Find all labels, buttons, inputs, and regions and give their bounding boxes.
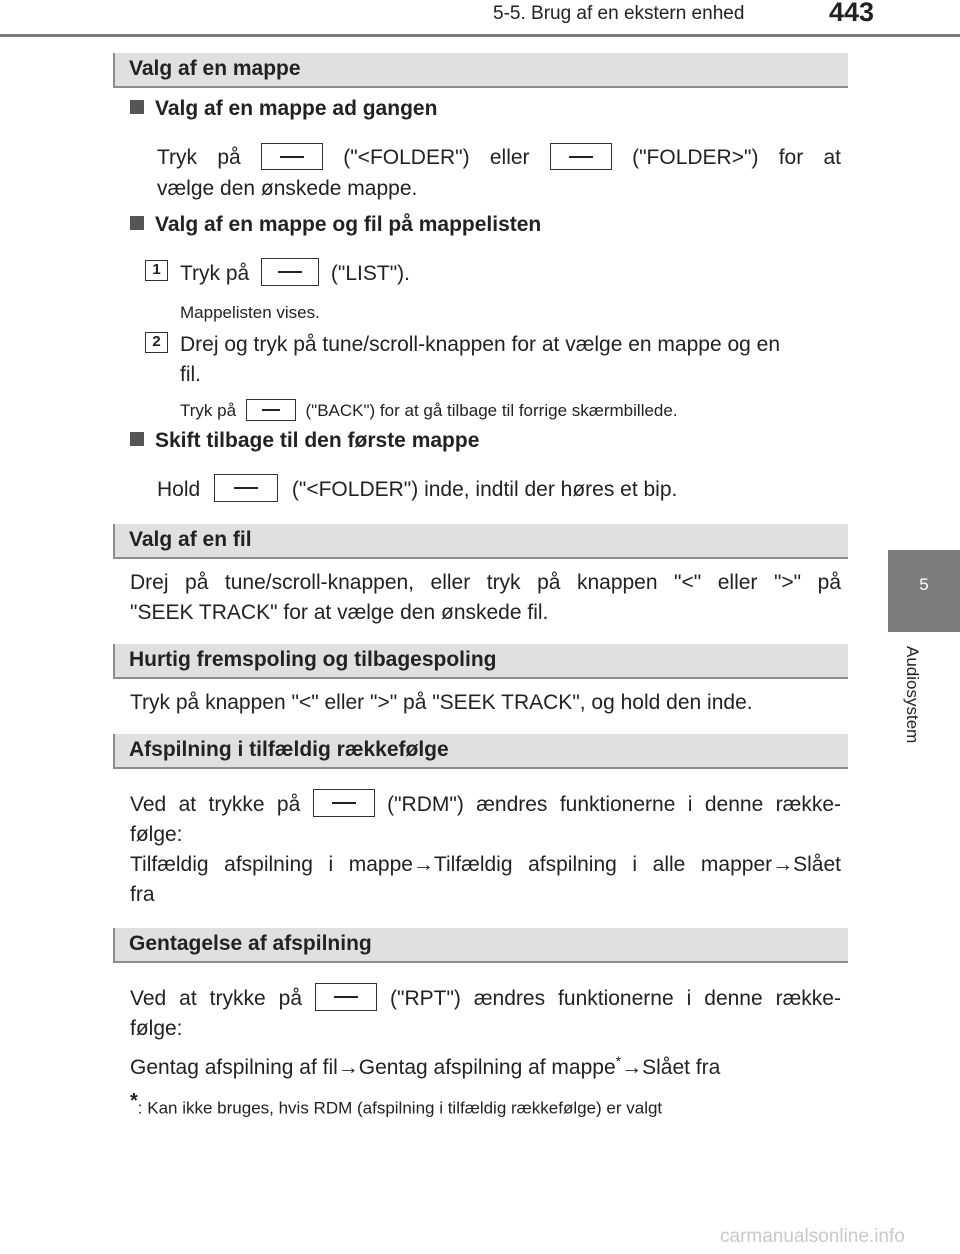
rpt-button-icon (315, 983, 377, 1011)
section-title: Hurtig fremspoling og tilbagespoling (129, 648, 497, 671)
header-rule (0, 34, 960, 37)
section-title: Afspilning i tilfældig rækkefølge (129, 738, 449, 761)
section-title: Valg af en fil (129, 528, 252, 551)
watermark: carmanualsonline.info (720, 1226, 905, 1247)
footnote-asterisk: * (130, 1090, 138, 1112)
header-section-title: 5-5. Brug af en ekstern enhed (493, 3, 745, 24)
text: ("BACK") for at gå tilbage til forrige skærmbillede. (305, 401, 678, 420)
text: ("FOLDER>") for at (632, 146, 841, 169)
section-title: Gentagelse af afspilning (129, 932, 372, 955)
subheading-first-folder (130, 429, 479, 453)
subheading-text: Skift tilbage til den første mappe (155, 429, 480, 452)
page-number: 443 (829, 0, 875, 27)
section-header-folder (113, 53, 848, 88)
text: →Slået fra (621, 1056, 721, 1079)
footnote (130, 1090, 662, 1119)
paragraph-repeat-line-1 (130, 983, 841, 1014)
step-1-note: Mappelisten vises. (180, 303, 320, 322)
text: ("<FOLDER") inde, indtil der høres et bip. (291, 478, 678, 501)
paragraph-random-line-1 (130, 789, 841, 820)
list-button-icon (261, 258, 319, 286)
text: Ved at trykke på (130, 987, 303, 1010)
text: Ved at trykke på (130, 793, 301, 816)
paragraph-file-line-2: "SEEK TRACK" for at vælge den ønskede fil. (130, 601, 549, 624)
text: Tryk på (180, 401, 237, 420)
paragraph-line: vælge den ønskede mappe. (157, 177, 418, 200)
square-bullet-icon (130, 100, 144, 114)
paragraph-fast: Tryk på knappen "<" eller ">" på "SEEK TRACK", og hold den inde. (130, 691, 753, 714)
paragraph-file-line-1: Drej på tune/scroll-knappen, eller tryk på knappen "<" eller ">" på (130, 571, 841, 594)
square-bullet-icon (130, 432, 144, 446)
text: Tryk på (180, 262, 250, 285)
back-button-icon (246, 399, 296, 421)
rdm-button-icon (313, 789, 375, 817)
section-header-file (113, 524, 848, 559)
subheading-folder-list (130, 213, 541, 237)
folder-next-button-icon (550, 143, 612, 170)
text: ("LIST"). (330, 262, 410, 285)
text: ("<FOLDER") eller (343, 146, 530, 169)
section-header-repeat (113, 928, 848, 963)
paragraph-repeat-line-3 (130, 1046, 720, 1083)
section-header-random (113, 734, 848, 769)
footnote-text: : Kan ikke bruges, hvis RDM (afspilning i tilfældig rækkefølge) er valgt (137, 1098, 663, 1118)
chapter-number: 5 (919, 575, 929, 594)
paragraph-random-line-2: følge: (130, 823, 183, 846)
text: ("RDM") ændres funktionerne i denne række- (387, 793, 841, 816)
chapter-label: Audiosystem (903, 646, 922, 744)
paragraph-random-line-4: fra (130, 883, 155, 906)
text: Tryk på (157, 146, 241, 169)
step-2-note (180, 399, 678, 421)
text: Hold (157, 478, 201, 501)
step-1-text (180, 258, 410, 289)
subheading-folder-one-at-a-time (130, 97, 437, 121)
step-number-2: 2 (145, 332, 168, 353)
text: Gentag afspilning af fil→Gentag afspilning af mappe (130, 1056, 616, 1079)
paragraph-folder-buttons (157, 143, 841, 173)
step-2-line-2: fil. (180, 363, 201, 386)
paragraph-random-line-3: Tilfældig afspilning i mappe→Tilfældig afspilning i alle mapper→Slået (130, 853, 841, 876)
subheading-text: Valg af en mappe ad gangen (155, 97, 438, 120)
step-2-line-1: Drej og tryk på tune/scroll-knappen for at vælge en mappe og en (180, 333, 781, 356)
paragraph-repeat-line-2: følge: (130, 1017, 183, 1040)
section-header-fast (113, 644, 848, 679)
section-title: Valg af en mappe (129, 57, 301, 80)
asterisk-mark: * (615, 1053, 622, 1069)
folder-prev-button-icon (214, 474, 278, 502)
folder-prev-button-icon (261, 143, 323, 170)
paragraph-first-folder (157, 474, 677, 505)
square-bullet-icon (130, 216, 144, 230)
step-number-1: 1 (145, 260, 168, 281)
subheading-text: Valg af en mappe og fil på mappelisten (155, 213, 542, 236)
text: ("RPT") ændres funktionerne i denne række- (390, 987, 841, 1010)
